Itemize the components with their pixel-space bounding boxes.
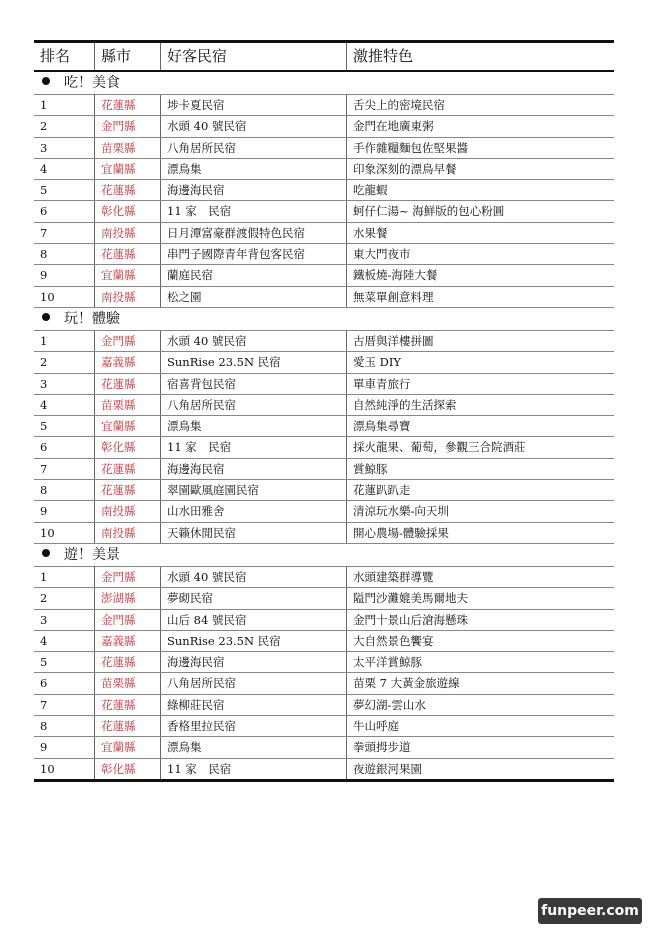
rank-cell: 5 [40, 655, 48, 670]
table-row [34, 501, 614, 522]
feature-cell: 水果餐 [346, 223, 614, 243]
inn-cell: 漂鳥集 [160, 416, 346, 436]
feature-cell: 拳頭拇步道 [346, 737, 614, 757]
rank-cell: 8 [40, 247, 48, 262]
county-cell: 苗栗縣 [94, 138, 160, 158]
feature-cell: 舌尖上的密境民宿 [346, 95, 614, 115]
county-cell: 花蓮縣 [94, 716, 160, 736]
bullet-icon [42, 549, 50, 557]
section-title-cell [34, 72, 614, 94]
feature-cell: 自然純淨的生活探索 [346, 395, 614, 415]
inn-cell: 香格里拉民宿 [160, 716, 346, 736]
county-cell: 苗栗縣 [94, 395, 160, 415]
table-row [34, 652, 614, 673]
county-cell: 嘉義縣 [94, 631, 160, 651]
rank-cell: 9 [40, 268, 48, 283]
feature-cell: 牛山呼庭 [346, 716, 614, 736]
table-row [34, 244, 614, 265]
feature-cell: 清涼玩水樂-向天圳 [346, 501, 614, 521]
county-cell: 宜蘭縣 [94, 265, 160, 285]
table-header-row [34, 43, 614, 72]
inn-cell: 山水田雅舍 [160, 501, 346, 521]
table-row [34, 331, 614, 352]
table-row [34, 716, 614, 737]
table-row [34, 523, 614, 544]
table-row [34, 567, 614, 588]
rank-cell: 8 [40, 483, 48, 498]
rank-cell: 10 [40, 525, 55, 540]
inn-cell: 天籟休閒民宿 [160, 523, 346, 543]
feature-cell: 苗栗 7 大黃金旅遊線 [346, 673, 614, 693]
feature-cell: 水頭建築群導覽 [346, 567, 614, 587]
rank-cell: 4 [40, 397, 48, 412]
county-cell: 花蓮縣 [94, 180, 160, 200]
rank-cell: 5 [40, 183, 48, 198]
section-title: 遊！美景 [64, 546, 120, 563]
feature-cell: 鐵板燒-海陸大餐 [346, 265, 614, 285]
county-cell: 宜蘭縣 [94, 737, 160, 757]
feature-cell: 東大門夜市 [346, 244, 614, 264]
rank-cell: 10 [40, 289, 55, 304]
rank-cell: 7 [40, 697, 48, 712]
feature-cell: 手作雜糧麵包佐堅果醬 [346, 138, 614, 158]
rank-cell: 9 [40, 740, 48, 755]
inn-cell: 八角居所民宿 [160, 395, 346, 415]
rank-cell: 2 [40, 119, 48, 134]
county-cell: 嘉義縣 [94, 352, 160, 372]
inn-cell: 水頭 40 號民宿 [160, 567, 346, 587]
county-cell: 彰化縣 [94, 759, 160, 779]
table-row [34, 201, 614, 222]
county-cell: 花蓮縣 [94, 695, 160, 715]
rank-cell: 3 [40, 612, 48, 627]
table-row [34, 159, 614, 180]
section-title-cell [34, 308, 614, 330]
table-row [34, 480, 614, 501]
table-row [34, 223, 614, 244]
section-header-row [34, 72, 614, 95]
inn-cell: 11 家 民宿 [160, 437, 346, 457]
county-cell: 澎湖縣 [94, 588, 160, 608]
rank-cell: 3 [40, 140, 48, 155]
rank-cell: 3 [40, 376, 48, 391]
rank-cell: 2 [40, 355, 48, 370]
feature-cell: 採火龍果、葡萄，參觀三合院酒莊 [346, 437, 614, 457]
rank-cell: 6 [40, 204, 48, 219]
rank-cell: 7 [40, 461, 48, 476]
inn-cell: SunRise 23.5N 民宿 [160, 631, 346, 651]
feature-cell: 古厝與洋樓拼圖 [346, 331, 614, 351]
feature-cell: 金門十景山后滄海懸珠 [346, 610, 614, 630]
feature-cell: 隘門沙灘媲美馬爾地夫 [346, 588, 614, 608]
table-row [34, 610, 614, 631]
bullet-icon [42, 313, 50, 321]
inn-cell: SunRise 23.5N 民宿 [160, 352, 346, 372]
table-row [34, 759, 614, 779]
feature-cell: 印象深刻的漂鳥早餐 [346, 159, 614, 179]
inn-cell: 夢砌民宿 [160, 588, 346, 608]
county-cell: 金門縣 [94, 567, 160, 587]
feature-cell: 蚵仔仁湯~ 海鮮版的包心粉圓 [346, 201, 614, 221]
county-cell: 宜蘭縣 [94, 159, 160, 179]
county-cell: 花蓮縣 [94, 244, 160, 264]
feature-cell: 愛玉 DIY [346, 352, 614, 372]
county-cell: 南投縣 [94, 287, 160, 307]
inn-cell: 日月潭富豪群渡假特色民宿 [160, 223, 346, 243]
table-row [34, 737, 614, 758]
inn-cell: 蘭庭民宿 [160, 265, 346, 285]
feature-cell: 夜遊銀河果園 [346, 759, 614, 779]
county-cell: 花蓮縣 [94, 459, 160, 479]
rank-cell: 2 [40, 591, 48, 606]
feature-cell: 賞鯨豚 [346, 459, 614, 479]
feature-cell: 吃龍蝦 [346, 180, 614, 200]
inn-cell: 松之園 [160, 287, 346, 307]
watermark-logo: funpeer.com [538, 898, 642, 924]
inn-cell: 水頭 40 號民宿 [160, 331, 346, 351]
rank-cell: 4 [40, 161, 48, 176]
table-row [34, 265, 614, 286]
inn-cell: 水頭 40 號民宿 [160, 116, 346, 136]
inn-cell: 11 家 民宿 [160, 759, 346, 779]
section-title: 吃！美食 [64, 75, 120, 91]
bullet-icon [42, 77, 50, 85]
county-cell: 南投縣 [94, 223, 160, 243]
inn-cell: 山后 84 號民宿 [160, 610, 346, 630]
inn-cell: 海邊海民宿 [160, 459, 346, 479]
table-row [34, 95, 614, 116]
section-header-row [34, 544, 614, 567]
feature-cell: 大自然景色饗宴 [346, 631, 614, 651]
county-cell: 金門縣 [94, 331, 160, 351]
feature-cell: 金門在地廣東粥 [346, 116, 614, 136]
county-cell: 彰化縣 [94, 201, 160, 221]
table-row [34, 374, 614, 395]
feature-cell: 單車青旅行 [346, 374, 614, 394]
rank-cell: 7 [40, 225, 48, 240]
feature-cell: 夢幻湖-雲山水 [346, 695, 614, 715]
county-cell: 南投縣 [94, 523, 160, 543]
rank-cell: 6 [40, 440, 48, 455]
inn-cell: 串門子國際青年背包客民宿 [160, 244, 346, 264]
ranking-table [34, 40, 614, 782]
inn-cell: 八角居所民宿 [160, 673, 346, 693]
inn-cell: 海邊海民宿 [160, 652, 346, 672]
rank-cell: 4 [40, 633, 48, 648]
table-row [34, 416, 614, 437]
feature-cell: 開心農場-體驗採果 [346, 523, 614, 543]
rank-cell: 10 [40, 761, 55, 776]
county-cell: 花蓮縣 [94, 95, 160, 115]
table-row [34, 459, 614, 480]
table-row [34, 695, 614, 716]
header-feature: 激推特色 [346, 43, 614, 70]
header-inn: 好客民宿 [160, 43, 346, 70]
rank-cell: 9 [40, 504, 48, 519]
table-row [34, 180, 614, 201]
table-row [34, 138, 614, 159]
section-header-row [34, 308, 614, 331]
table-body [34, 72, 614, 779]
inn-cell: 漂鳥集 [160, 737, 346, 757]
table-row [34, 631, 614, 652]
header-county: 縣市 [94, 43, 160, 70]
feature-cell: 無菜單創意料理 [346, 287, 614, 307]
inn-cell: 海邊海民宿 [160, 180, 346, 200]
table-row [34, 395, 614, 416]
table-row [34, 116, 614, 137]
table-row [34, 287, 614, 308]
county-cell: 金門縣 [94, 116, 160, 136]
inn-cell: 八角居所民宿 [160, 138, 346, 158]
table-row [34, 352, 614, 373]
inn-cell: 11 家 民宿 [160, 201, 346, 221]
rank-cell: 5 [40, 419, 48, 434]
county-cell: 金門縣 [94, 610, 160, 630]
county-cell: 花蓮縣 [94, 374, 160, 394]
county-cell: 宜蘭縣 [94, 416, 160, 436]
county-cell: 苗栗縣 [94, 673, 160, 693]
rank-cell: 8 [40, 719, 48, 734]
county-cell: 彰化縣 [94, 437, 160, 457]
inn-cell: 埗卡夏民宿 [160, 95, 346, 115]
table-row [34, 588, 614, 609]
section-title-cell [34, 544, 614, 566]
rank-cell: 1 [40, 569, 48, 584]
section-title: 玩！體驗 [64, 310, 120, 327]
inn-cell: 綠柳莊民宿 [160, 695, 346, 715]
table-row [34, 437, 614, 458]
inn-cell: 宿喜背包民宿 [160, 374, 346, 394]
county-cell: 花蓮縣 [94, 652, 160, 672]
feature-cell: 漂鳥集尋寶 [346, 416, 614, 436]
county-cell: 南投縣 [94, 501, 160, 521]
county-cell: 花蓮縣 [94, 480, 160, 500]
rank-cell: 1 [40, 333, 48, 348]
header-rank: 排名 [40, 47, 71, 65]
feature-cell: 太平洋賞鯨豚 [346, 652, 614, 672]
feature-cell: 花蓮趴趴走 [346, 480, 614, 500]
rank-cell: 6 [40, 676, 48, 691]
rank-cell: 1 [40, 98, 48, 112]
inn-cell: 翠園歐風庭園民宿 [160, 480, 346, 500]
table-row [34, 673, 614, 694]
inn-cell: 漂鳥集 [160, 159, 346, 179]
